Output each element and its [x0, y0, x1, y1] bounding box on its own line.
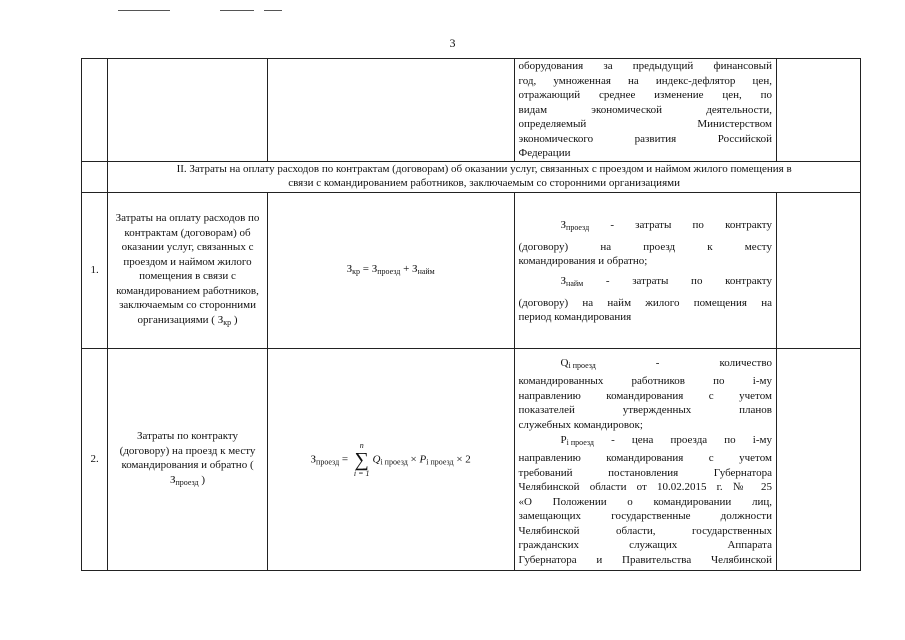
table-row-continued: [82, 59, 861, 162]
description-line: (договору) на проезд к месту: [518, 240, 772, 253]
formula: $З_{проезд}$ = n ∑ i = 1 $Q_{i проезд} \times P_{i проезд} \times 2$: [267, 349, 514, 571]
cell-num: [82, 162, 108, 193]
cell-description: [514, 349, 776, 571]
description-line: отражающий среднее изменение цен, по: [518, 89, 772, 101]
description-line: командирования и обратно;: [518, 255, 648, 267]
formula: $З_{кр} = З_{проезд} + З_{найм}$: [267, 193, 514, 349]
cell-num: [82, 59, 108, 162]
scan-mark: [118, 10, 170, 11]
scan-mark: [220, 10, 254, 11]
description-line: направлению командирования с учетом: [518, 452, 772, 464]
cell-description: [514, 59, 776, 162]
description-line: служебных командировок;: [518, 418, 643, 431]
description-line: $P_{i проезд}$ - цена проезда по i-му: [560, 434, 772, 447]
description-line: $З_{проезд}$ - затраты по контракту: [560, 218, 772, 232]
row-number: 2.: [82, 349, 108, 571]
row-number: 1.: [82, 193, 108, 349]
description-line: Губернатора и Правительства Челябинской: [518, 553, 772, 566]
row-name-end: ): [233, 313, 238, 326]
section-title: [108, 162, 861, 193]
description-line: год, умноженная на индекс-дефлятор цен,: [518, 74, 772, 87]
description-line: замещающих государственные должности: [518, 510, 772, 522]
description-line: требований постановления Губернатора: [518, 466, 772, 479]
sum-operator: n ∑ i = 1: [353, 440, 370, 478]
row-name-text: Затраты на оплату расходов по контрактам (договорам) об оказании услуг, связанных с проездом и наймом жилого помещения в связи с командированием работников, заключаемым со сторонними организациями (: [115, 212, 260, 326]
description-line: оборудования за предыдущий финансовый: [518, 60, 772, 72]
cell-description: [514, 193, 776, 349]
row-name: [108, 349, 268, 571]
description-line: период командирования: [518, 311, 632, 323]
row-name-end: ): [201, 473, 206, 486]
description-line: командированных работников по i-му: [518, 375, 772, 387]
cell-formula: [267, 59, 514, 162]
row-name-text: Затраты по контракту (договору) на проезд к месту командирования и обратно (: [119, 430, 256, 471]
row-name-var: $З_{кр}$: [217, 313, 232, 327]
cell-note: [776, 59, 860, 162]
cell-name: [108, 59, 268, 162]
description-line: Челябинской области, государственных: [518, 524, 772, 537]
description-line: Челябинской области от 10.02.2015 г. № 25: [518, 481, 772, 493]
description-line: Федерации: [518, 147, 571, 159]
description-line: гражданских служащих Аппарата: [518, 539, 772, 551]
description-line: $З_{найм}$ - затраты по контракту: [560, 274, 772, 288]
table-row: [82, 193, 861, 349]
description-line: экономического развития Российской: [518, 132, 772, 145]
table-row: [82, 349, 861, 571]
cell-note: [776, 349, 860, 571]
description-line: (договору) на найм жилого помещения на: [518, 296, 772, 309]
scan-mark: [264, 10, 282, 11]
description-line: видам экономической деятельности,: [518, 103, 772, 116]
section-title-line: связи с командированием работников, заключаемым со сторонними организациями: [288, 177, 680, 189]
description-line: «О Положении о командировании лиц,: [518, 495, 772, 508]
row-name: [108, 193, 268, 349]
cell-note: [776, 193, 860, 349]
description-line: направлению командирования с учетом: [518, 389, 772, 402]
row-name-var: $З_{проезд}$: [169, 473, 199, 487]
cost-table: [81, 58, 861, 571]
description-line: определяемый Министерством: [518, 118, 772, 130]
section-title-line: II. Затраты на оплату расходов по контрактам (договорам) об оказании услуг, связанных с проездом и наймом жилого помещения в: [176, 163, 792, 175]
page-number: 3: [449, 36, 456, 50]
description-line: показателей утвержденных планов: [518, 404, 772, 416]
description-line: $Q_{i проезд}$ - количество: [560, 357, 772, 370]
section-header-row: [82, 162, 861, 193]
